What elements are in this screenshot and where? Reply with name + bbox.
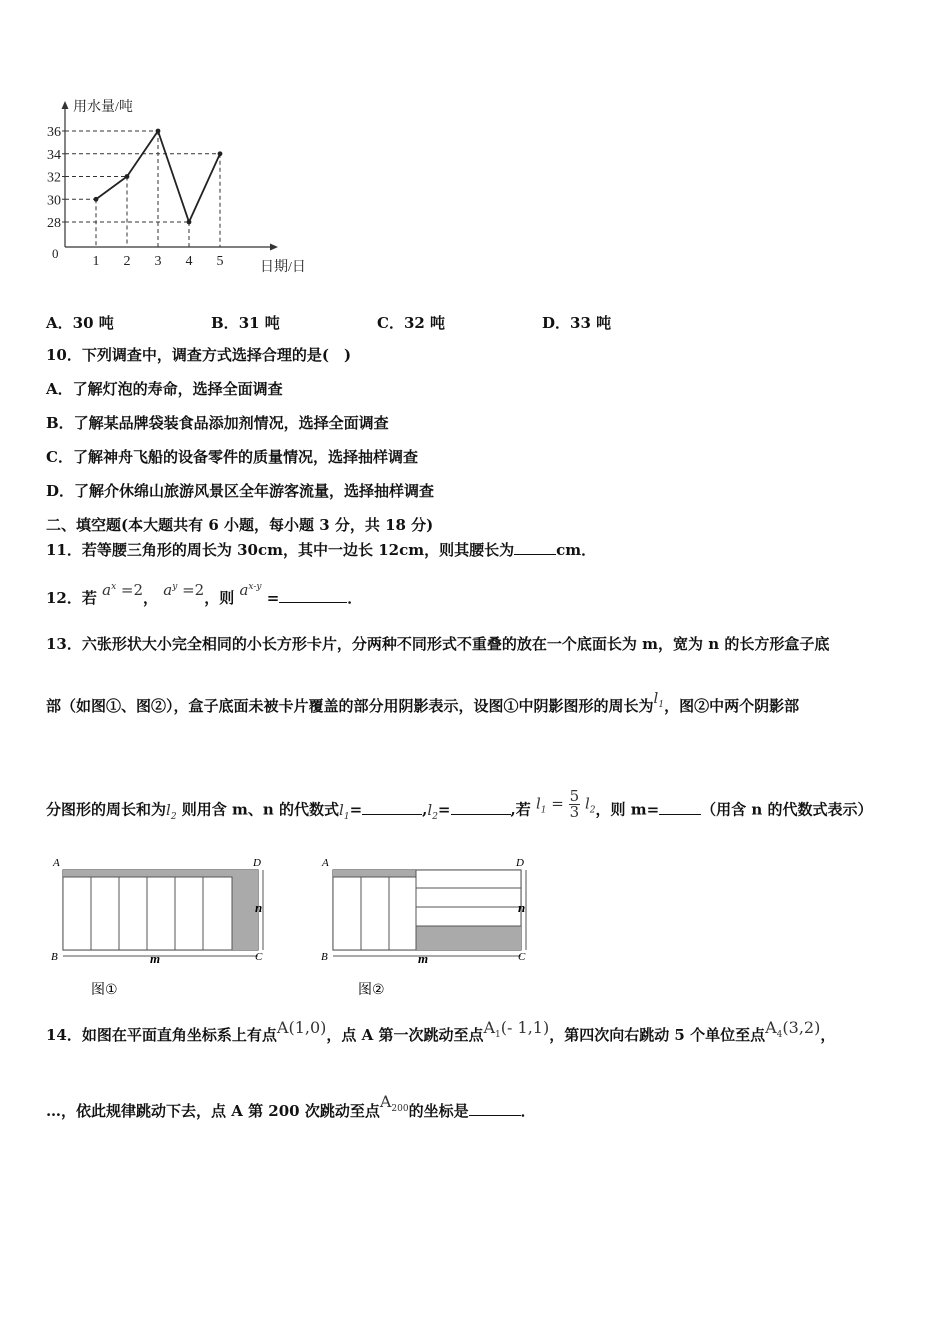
fig2-shaded-bottom bbox=[416, 926, 521, 950]
fig1-card-4 bbox=[147, 877, 175, 950]
q12-ax: $a^x$ bbox=[102, 581, 117, 599]
q13-figure-2 bbox=[318, 850, 548, 1000]
section-2-heading: 二、填空题(本大题共有 6 小题，每小题 3 分，共 18 分) bbox=[46, 516, 434, 534]
fig2-shaded-top bbox=[333, 870, 416, 877]
q9-option-c: C．32 吨 bbox=[377, 314, 446, 332]
q14-blank bbox=[469, 1101, 521, 1116]
y-tick-label: 36 bbox=[47, 125, 61, 140]
q12-ay: $a^y$ bbox=[163, 581, 178, 599]
q13-l2-sym: $l_2$ bbox=[166, 800, 177, 822]
q14-point-a1: $A_1(-$ 1,1) bbox=[483, 1018, 550, 1041]
x-axis-arrow bbox=[270, 244, 278, 251]
fig2-horizontal-cards bbox=[416, 870, 521, 926]
fig2-vertical-cards bbox=[333, 877, 416, 950]
q14-point-a200: $A_{200}$ bbox=[379, 1092, 409, 1115]
fig2-label-n: n bbox=[518, 900, 526, 915]
y-axis-arrow bbox=[62, 101, 69, 109]
q14-point-a: A(1,0) bbox=[276, 1018, 327, 1037]
q12-num: 12．若 bbox=[46, 589, 97, 607]
y-tick-label: 30 bbox=[47, 193, 61, 209]
fig2-label-d: D bbox=[516, 857, 524, 869]
q10-stem: 10．下列调查中，调查方式选择合理的是( ) bbox=[46, 346, 352, 364]
x-tick-label: 2 bbox=[123, 254, 131, 269]
fig2-vcard-2 bbox=[361, 877, 389, 950]
q12-eq-1: =2 bbox=[116, 581, 144, 599]
q11-unit: cm． bbox=[556, 541, 597, 559]
fig1-card-1 bbox=[63, 877, 91, 950]
fig1-label-b: B bbox=[51, 951, 58, 963]
q13-l1-sym: $l_1$ bbox=[653, 689, 665, 710]
q12-eq-2: =2 bbox=[177, 581, 205, 599]
fig2-caption: 图② bbox=[358, 981, 385, 997]
y-axis-label: 用水量/吨 bbox=[73, 100, 133, 115]
q14-point-a4: $A_4(3,2)$ bbox=[765, 1018, 821, 1041]
x-tick-label: 4 bbox=[185, 254, 193, 269]
fig2-label-a: A bbox=[322, 857, 329, 869]
fig1-label-m: m bbox=[150, 951, 161, 966]
fig1-card-3 bbox=[119, 877, 147, 950]
y-tick-label: 34 bbox=[47, 147, 61, 163]
q13-line-3: 分图形的周长和为$l_2$ 则用含 m、n 的代数式$l_1= ,l_2=$ ,若 $l_1$ = $\frac{5}{3}$ $l_2$，则 m= （用含 n 的代数式表示） bbox=[46, 787, 873, 822]
x-axis-label: 日期/日 bbox=[260, 260, 306, 275]
q10-option-b: B．了解某品牌袋装食品添加剂情况，选择全面调查 bbox=[46, 414, 389, 432]
fig1-label-a: A bbox=[53, 857, 60, 869]
q12-axy: $a^{x-y}$ bbox=[239, 581, 262, 599]
fig1-card-5 bbox=[175, 877, 203, 950]
data-point bbox=[187, 220, 192, 225]
q9-option-b: B．31 吨 bbox=[211, 314, 280, 332]
fig1-label-c: C bbox=[255, 951, 263, 963]
data-point bbox=[94, 197, 99, 202]
q11-blank bbox=[514, 540, 556, 555]
x-tick-label: 1 bbox=[92, 254, 100, 269]
q11-text: 11．若等腰三角形的周长为 30cm，其中一边长 12cm，则其腰长为 bbox=[46, 541, 515, 559]
q13-figure-1 bbox=[45, 850, 275, 1000]
data-point bbox=[218, 151, 223, 156]
fig2-label-b: B bbox=[321, 951, 328, 963]
q13-blank-m bbox=[659, 800, 701, 815]
y-tick-label: 32 bbox=[47, 170, 61, 186]
fig2-vcard-1 bbox=[333, 877, 361, 950]
q13-line-1: 13．六张形状大小完全相同的小长方形卡片，分两种不同形式不重叠的放在一个底面长为 m，宽为 n 的长方形盒子底 bbox=[46, 635, 830, 653]
fig2-hcard-1 bbox=[416, 870, 521, 888]
q13-blank-l1 bbox=[362, 800, 422, 815]
fig2-vcard-3 bbox=[389, 877, 416, 950]
fig2-hcard-2 bbox=[416, 888, 521, 907]
q12-equals: = bbox=[261, 589, 280, 607]
fig2-label-m: m bbox=[418, 951, 429, 966]
fig2-label-c: C bbox=[518, 951, 526, 963]
fig1-card-6 bbox=[203, 877, 232, 950]
q12-then: ，则 bbox=[204, 589, 235, 607]
q11 bbox=[46, 540, 596, 560]
fig1-label-d: D bbox=[253, 857, 261, 869]
y-tick-label: 28 bbox=[47, 216, 61, 231]
fig2-hcard-3 bbox=[416, 907, 521, 926]
x-tick-label: 5 bbox=[216, 254, 224, 269]
q9-option-d: D．33 吨 bbox=[542, 314, 612, 332]
chart-plot-area bbox=[47, 98, 306, 275]
q13-l2-expr: $l_2$ bbox=[427, 800, 438, 822]
q14-line-1: 14．如图在平面直角坐标系上有点A(1,0)，点 A 第一次跳动至点$A_1(-$ 1,1)，第四次向右跳动 5 个单位至点$A_4(3,2)$， bbox=[46, 1018, 836, 1044]
q13-l1-expr: $l_1$ bbox=[339, 800, 350, 822]
x-tick-label: 3 bbox=[154, 254, 162, 269]
fig1-cards bbox=[63, 877, 232, 950]
q14-line-2: …，依此规律跳动下去，点 A 第 200 次跳动至点$A_{200}$的坐标是 ． bbox=[46, 1092, 536, 1120]
fig1-label-n: n bbox=[255, 900, 263, 915]
q12-blank bbox=[279, 588, 347, 603]
origin-label: 0 bbox=[52, 246, 59, 261]
q10-option-d: D．了解介休绵山旅游风景区全年游客流量，选择抽样调查 bbox=[46, 482, 435, 500]
water-usage-line-chart bbox=[40, 95, 330, 280]
q10-option-c: C．了解神舟飞船的设备零件的质量情况，选择抽样调查 bbox=[46, 448, 418, 466]
data-point bbox=[125, 174, 130, 179]
fig1-card-2 bbox=[91, 877, 119, 950]
q13-ratio-expr: $l_1$ = $\frac{5}{3}$ $l_2$ bbox=[535, 787, 596, 821]
q12-comma: ， bbox=[143, 589, 159, 607]
q13-line-2: 部（如图①、图②），盒子底面未被卡片覆盖的部分用阴影表示，设图①中阴影图形的周长为$l_1$，图②中两个阴影部 bbox=[46, 689, 800, 715]
q13-blank-l2 bbox=[451, 800, 511, 815]
q10-option-a: A．了解灯泡的寿命，选择全面调查 bbox=[46, 380, 283, 398]
fig1-shaded-top bbox=[63, 870, 258, 877]
q9-option-a: A．30 吨 bbox=[46, 314, 114, 332]
q12 bbox=[46, 581, 363, 608]
data-point bbox=[156, 129, 161, 134]
q12-end: ． bbox=[347, 589, 363, 607]
fig1-caption: 图① bbox=[91, 981, 118, 997]
